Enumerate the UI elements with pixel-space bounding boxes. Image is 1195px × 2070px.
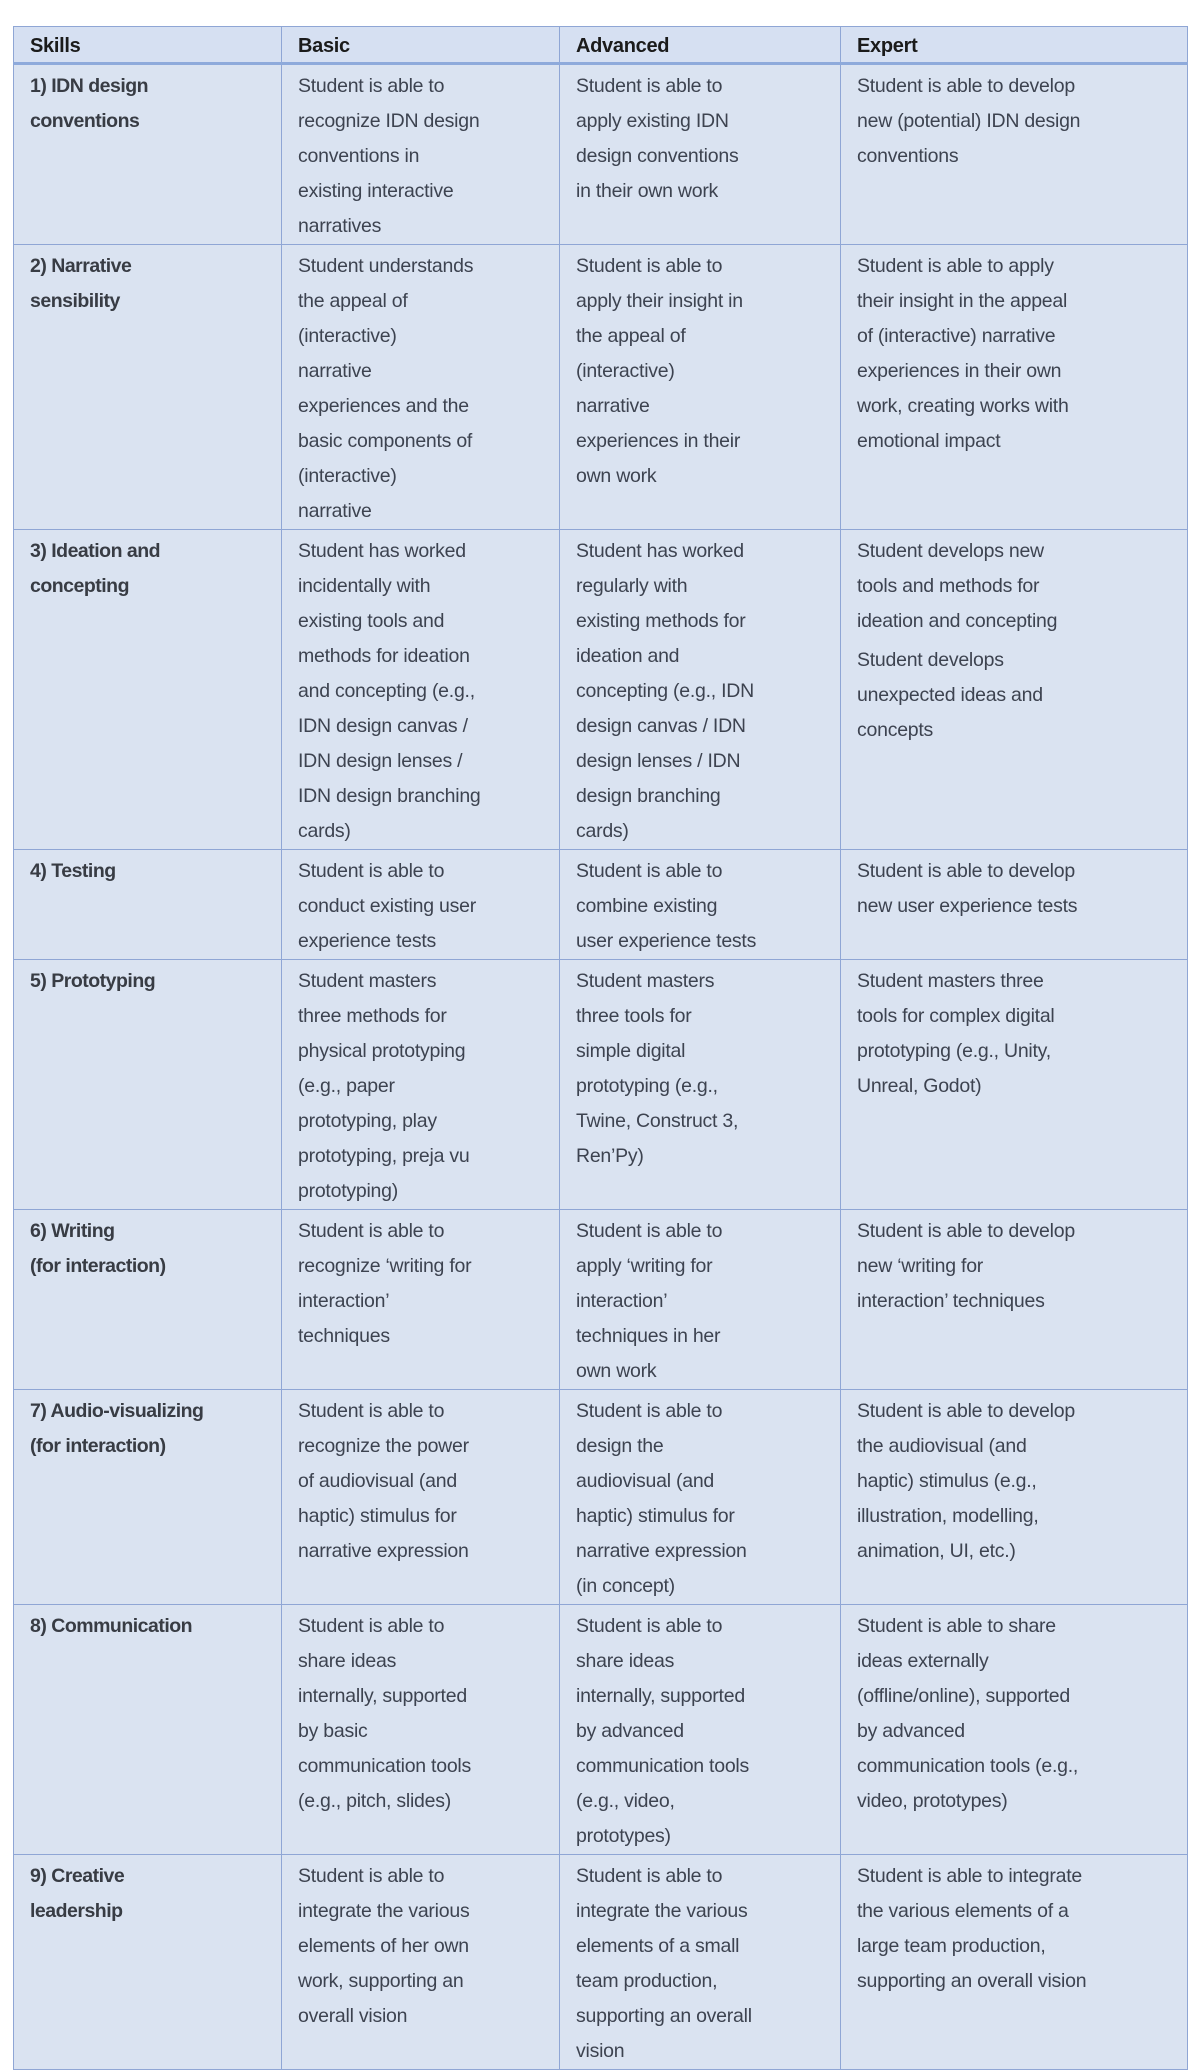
skill-name-cell	[14, 245, 282, 530]
cell-text-line: work, creating works with	[857, 395, 1069, 417]
header-expert: Expert	[841, 27, 1188, 64]
expert-level-cell	[841, 960, 1188, 1210]
cell-text-line: 8) Communication	[30, 1615, 193, 1637]
cell-text-line: own work	[576, 465, 657, 487]
cell-text-line: methods for ideation	[298, 645, 470, 667]
cell-text-line: apply their insight in	[576, 290, 743, 312]
cell-text-line: tools for complex digital	[857, 1005, 1055, 1027]
cell-text-line: recognize ‘writing for	[298, 1255, 472, 1277]
cell-text-line: Student is able to	[298, 1220, 445, 1242]
cell-text-line: the appeal of	[576, 325, 686, 347]
cell-text-line: of audiovisual (and	[298, 1470, 457, 1492]
expert-level-cell	[841, 245, 1188, 530]
cell-text-line: Student is able to develop	[857, 1220, 1075, 1242]
skill-name-cell	[14, 1605, 282, 1855]
cell-text-line: Student has worked	[298, 540, 466, 562]
cell-text-line: (for interaction)	[30, 1435, 166, 1457]
cell-text-line: ideation and concepting	[857, 610, 1058, 632]
cell-text-line: narrative	[298, 500, 372, 522]
basic-level-cell	[282, 530, 560, 850]
cell-text-line: overall vision	[298, 2005, 408, 2027]
cell-text-line: Student is able to	[298, 1865, 445, 1887]
cell-text-line: illustration, modelling,	[857, 1505, 1039, 1527]
cell-text-line: three methods for	[298, 1005, 447, 1027]
cell-text-line: Ren’Py)	[576, 1145, 644, 1167]
cell-text-line: three tools for	[576, 1005, 692, 1027]
advanced-level-cell	[560, 64, 841, 245]
cell-text-line: new user experience tests	[857, 895, 1078, 917]
expert-level-cell	[841, 530, 1188, 850]
cell-text-line: sensibility	[30, 290, 120, 312]
cell-text-line: the audiovisual (and	[857, 1435, 1027, 1457]
cell-text-line: their insight in the appeal	[857, 290, 1068, 312]
cell-text-line: conventions	[857, 145, 959, 167]
expert-level-cell	[841, 64, 1188, 245]
skill-name-cell	[14, 1855, 282, 2070]
cell-text-line: by basic	[298, 1720, 368, 1742]
cell-text-line: (e.g., pitch, slides)	[298, 1790, 451, 1812]
cell-text-line: Student has worked	[576, 540, 744, 562]
advanced-level-cell	[560, 1855, 841, 2070]
cell-text-line: Student is able to	[576, 860, 723, 882]
cell-text-line: narrative	[576, 395, 650, 417]
cell-text-line: haptic) stimulus (e.g.,	[857, 1470, 1037, 1492]
cell-text-line: Student develops new	[857, 540, 1044, 562]
cell-text-line: new ‘writing for	[857, 1255, 984, 1277]
cell-text-line: ideas externally	[857, 1650, 989, 1672]
cell-text-line: design canvas / IDN	[576, 715, 746, 737]
header-row	[14, 27, 1188, 64]
cell-text-line: 6) Writing	[30, 1220, 115, 1242]
cell-text-line: (e.g., video,	[576, 1790, 675, 1812]
cell-text-line: Student is able to integrate	[857, 1865, 1082, 1887]
table-row	[14, 1210, 1188, 1390]
skill-name-cell	[14, 850, 282, 960]
table-row	[14, 530, 1188, 850]
table-row	[14, 1390, 1188, 1605]
cell-text-line: Student is able to	[298, 1615, 445, 1637]
cell-text-line: conduct existing user	[298, 895, 476, 917]
cell-text-line: existing tools and	[298, 610, 445, 632]
cell-text-line: Student is able to	[298, 860, 445, 882]
expert-level-cell	[841, 1605, 1188, 1855]
cell-text-line: conventions in	[298, 145, 420, 167]
cell-text-line: large team production,	[857, 1935, 1046, 1957]
cell-text-line: 2) Narrative	[30, 255, 132, 277]
cell-text-line: Student is able to	[576, 255, 723, 277]
cell-text-line: (interactive)	[298, 325, 397, 347]
cell-text-line: the various elements of a	[857, 1900, 1069, 1922]
cell-text-line: design lenses / IDN	[576, 750, 741, 772]
cell-text-line: animation, UI, etc.)	[857, 1540, 1016, 1562]
cell-text-line: in their own work	[576, 180, 719, 202]
cell-text-line: haptic) stimulus for	[298, 1505, 457, 1527]
cell-text-line: elements of a small	[576, 1935, 740, 1957]
advanced-level-cell	[560, 245, 841, 530]
cell-text-line: (in concept)	[576, 1575, 675, 1597]
cell-text-line: share ideas	[576, 1650, 675, 1672]
cell-text-line: 5) Prototyping	[30, 970, 156, 992]
basic-level-cell	[282, 1855, 560, 2070]
table-row	[14, 960, 1188, 1210]
cell-text-line: physical prototyping	[298, 1040, 466, 1062]
cell-text-line: video, prototypes)	[857, 1790, 1008, 1812]
cell-text-line: Student develops	[857, 649, 1004, 671]
cell-text-line: by advanced	[857, 1720, 965, 1742]
advanced-level-cell	[560, 1390, 841, 1605]
basic-level-cell	[282, 960, 560, 1210]
cell-text-line: Unreal, Godot)	[857, 1075, 982, 1097]
header-advanced: Advanced	[560, 27, 841, 64]
cell-text-line: Student is able to	[576, 1865, 723, 1887]
cell-text-line: leadership	[30, 1900, 123, 1922]
cell-text-line: Student is able to develop	[857, 75, 1075, 97]
header-basic: Basic	[282, 27, 560, 64]
cell-text-line: 3) Ideation and	[30, 540, 161, 562]
cell-text-line: (offline/online), supported	[857, 1685, 1070, 1707]
cell-text-line: (interactive)	[576, 360, 675, 382]
cell-text-line: existing interactive	[298, 180, 454, 202]
cell-text-line: Student masters	[576, 970, 715, 992]
expert-level-cell	[841, 1855, 1188, 2070]
table-row	[14, 245, 1188, 530]
cell-text-line: techniques	[298, 1325, 390, 1347]
cell-text-line: IDN design branching	[298, 785, 481, 807]
cell-text-line: narrative expression	[298, 1540, 469, 1562]
cell-text-line: communication tools	[298, 1755, 471, 1777]
cell-text-line: interaction’	[298, 1290, 390, 1312]
cell-text-line: incidentally with	[298, 575, 431, 597]
basic-level-cell	[282, 1210, 560, 1390]
cell-text-line: Student is able to	[576, 1400, 723, 1422]
cell-text-line: Student is able to	[576, 75, 723, 97]
cell-text-line: design the	[576, 1435, 664, 1457]
cell-text-line: narrative expression	[576, 1540, 747, 1562]
cell-text-line: the appeal of	[298, 290, 408, 312]
cell-text-line: supporting an overall	[576, 2005, 752, 2027]
cell-text-line: Student is able to apply	[857, 255, 1054, 277]
cell-text-line: design conventions	[576, 145, 739, 167]
cell-text-line: 9) Creative	[30, 1865, 125, 1887]
cell-text-line: regularly with	[576, 575, 688, 597]
cell-text-line: ideation and	[576, 645, 680, 667]
cell-text-line: cards)	[298, 820, 351, 842]
cell-text-line: integrate the various	[576, 1900, 748, 1922]
cell-text-line: 7) Audio-visualizing	[30, 1400, 204, 1422]
cell-text-line: Student is able to	[298, 1400, 445, 1422]
skill-name-cell	[14, 530, 282, 850]
cell-text-line: 1) IDN design	[30, 75, 149, 97]
cell-text-line: vision	[576, 2040, 625, 2062]
cell-text-line: concepting (e.g., IDN	[576, 680, 754, 702]
cell-text-line: conventions	[30, 110, 140, 132]
expert-level-cell	[841, 1390, 1188, 1605]
cell-text-line: concepts	[857, 719, 934, 741]
cell-text-line: unexpected ideas and	[857, 684, 1043, 706]
cell-text-line: basic components of	[298, 430, 473, 452]
cell-text-line: Student is able to	[576, 1615, 723, 1637]
basic-level-cell	[282, 245, 560, 530]
cell-text-line: Student is able to develop	[857, 1400, 1075, 1422]
advanced-level-cell	[560, 850, 841, 960]
cell-text-line: (e.g., paper	[298, 1075, 395, 1097]
header-skills: Skills	[14, 27, 282, 64]
cell-text-line: of (interactive) narrative	[857, 325, 1056, 347]
skill-name-cell	[14, 64, 282, 245]
cell-text-line: narrative	[298, 360, 372, 382]
cell-text-line: and concepting (e.g.,	[298, 680, 475, 702]
basic-level-cell	[282, 1390, 560, 1605]
cell-text-line: Student is able to	[576, 1220, 723, 1242]
cell-text-line: tools and methods for	[857, 575, 1040, 597]
cell-text-line: audiovisual (and	[576, 1470, 715, 1492]
cell-text-line: experience tests	[298, 930, 436, 952]
cell-text-line: concepting	[30, 575, 130, 597]
advanced-level-cell	[560, 530, 841, 850]
cell-text-line: 4) Testing	[30, 860, 116, 882]
cell-text-line: prototyping (e.g., Unity,	[857, 1040, 1051, 1062]
cell-text-line: recognize IDN design	[298, 110, 480, 132]
cell-text-line: communication tools	[576, 1755, 749, 1777]
cell-text-line: emotional impact	[857, 430, 1001, 452]
cell-text-line: prototyping (e.g.,	[576, 1075, 718, 1097]
cell-text-line: combine existing	[576, 895, 718, 917]
cell-text-line: prototypes)	[576, 1825, 671, 1847]
skill-name-cell	[14, 1390, 282, 1605]
basic-level-cell	[282, 1605, 560, 1855]
cell-text-line: by advanced	[576, 1720, 684, 1742]
cell-text-line: simple digital	[576, 1040, 686, 1062]
cell-text-line: new (potential) IDN design	[857, 110, 1081, 132]
cell-text-line: (for interaction)	[30, 1255, 166, 1277]
cell-text-line: internally, supported	[576, 1685, 745, 1707]
cell-text-line: interaction’	[576, 1290, 668, 1312]
cell-text-line: Student is able to develop	[857, 860, 1075, 882]
cell-text-line: narratives	[298, 215, 382, 237]
cell-text-line: integrate the various	[298, 1900, 470, 1922]
cell-text-line: Student understands	[298, 255, 474, 277]
cell-text-line: communication tools (e.g.,	[857, 1755, 1079, 1777]
cell-text-line: share ideas	[298, 1650, 397, 1672]
skills-rubric-table	[13, 26, 1188, 2070]
cell-text-line: Twine, Construct 3,	[576, 1110, 739, 1132]
table-row	[14, 64, 1188, 245]
cell-text-line: team production,	[576, 1970, 718, 1992]
cell-text-line: experiences in their own	[857, 360, 1062, 382]
expert-level-cell	[841, 1210, 1188, 1390]
cell-text-line: design branching	[576, 785, 721, 807]
cell-text-line: Student is able to	[298, 75, 445, 97]
basic-level-cell	[282, 64, 560, 245]
cell-text-line: elements of her own	[298, 1935, 469, 1957]
cell-text-line: existing methods for	[576, 610, 746, 632]
cell-text-line: Student is able to share	[857, 1615, 1056, 1637]
cell-text-line: prototyping)	[298, 1180, 398, 1202]
cell-text-line: prototyping, play	[298, 1110, 437, 1132]
expert-level-cell	[841, 850, 1188, 960]
cell-text-line: user experience tests	[576, 930, 757, 952]
cell-text-line: work, supporting an	[298, 1970, 464, 1992]
cell-text-line: IDN design lenses /	[298, 750, 463, 772]
cell-text-line: own work	[576, 1360, 657, 1382]
cell-text-line: supporting an overall vision	[857, 1970, 1087, 1992]
cell-text-line: prototyping, preja vu	[298, 1145, 470, 1167]
table-row	[14, 1605, 1188, 1855]
cell-text-line: cards)	[576, 820, 629, 842]
cell-text-line: IDN design canvas /	[298, 715, 468, 737]
cell-text-line: apply existing IDN	[576, 110, 729, 132]
cell-text-line: experiences in their	[576, 430, 741, 452]
advanced-level-cell	[560, 960, 841, 1210]
table-row	[14, 850, 1188, 960]
cell-text-line: apply ‘writing for	[576, 1255, 713, 1277]
basic-level-cell	[282, 850, 560, 960]
cell-text-line: internally, supported	[298, 1685, 467, 1707]
cell-text-line: (interactive)	[298, 465, 397, 487]
cell-text-line: Student masters	[298, 970, 437, 992]
cell-text-line: techniques in her	[576, 1325, 721, 1347]
skill-name-cell	[14, 960, 282, 1210]
skill-name-cell	[14, 1210, 282, 1390]
table-row	[14, 1855, 1188, 2070]
cell-text-line: recognize the power	[298, 1435, 469, 1457]
cell-text-line: interaction’ techniques	[857, 1290, 1045, 1312]
advanced-level-cell	[560, 1605, 841, 1855]
cell-text-line: Student masters three	[857, 970, 1044, 992]
cell-text-line: haptic) stimulus for	[576, 1505, 735, 1527]
cell-text-line: experiences and the	[298, 395, 469, 417]
advanced-level-cell	[560, 1210, 841, 1390]
